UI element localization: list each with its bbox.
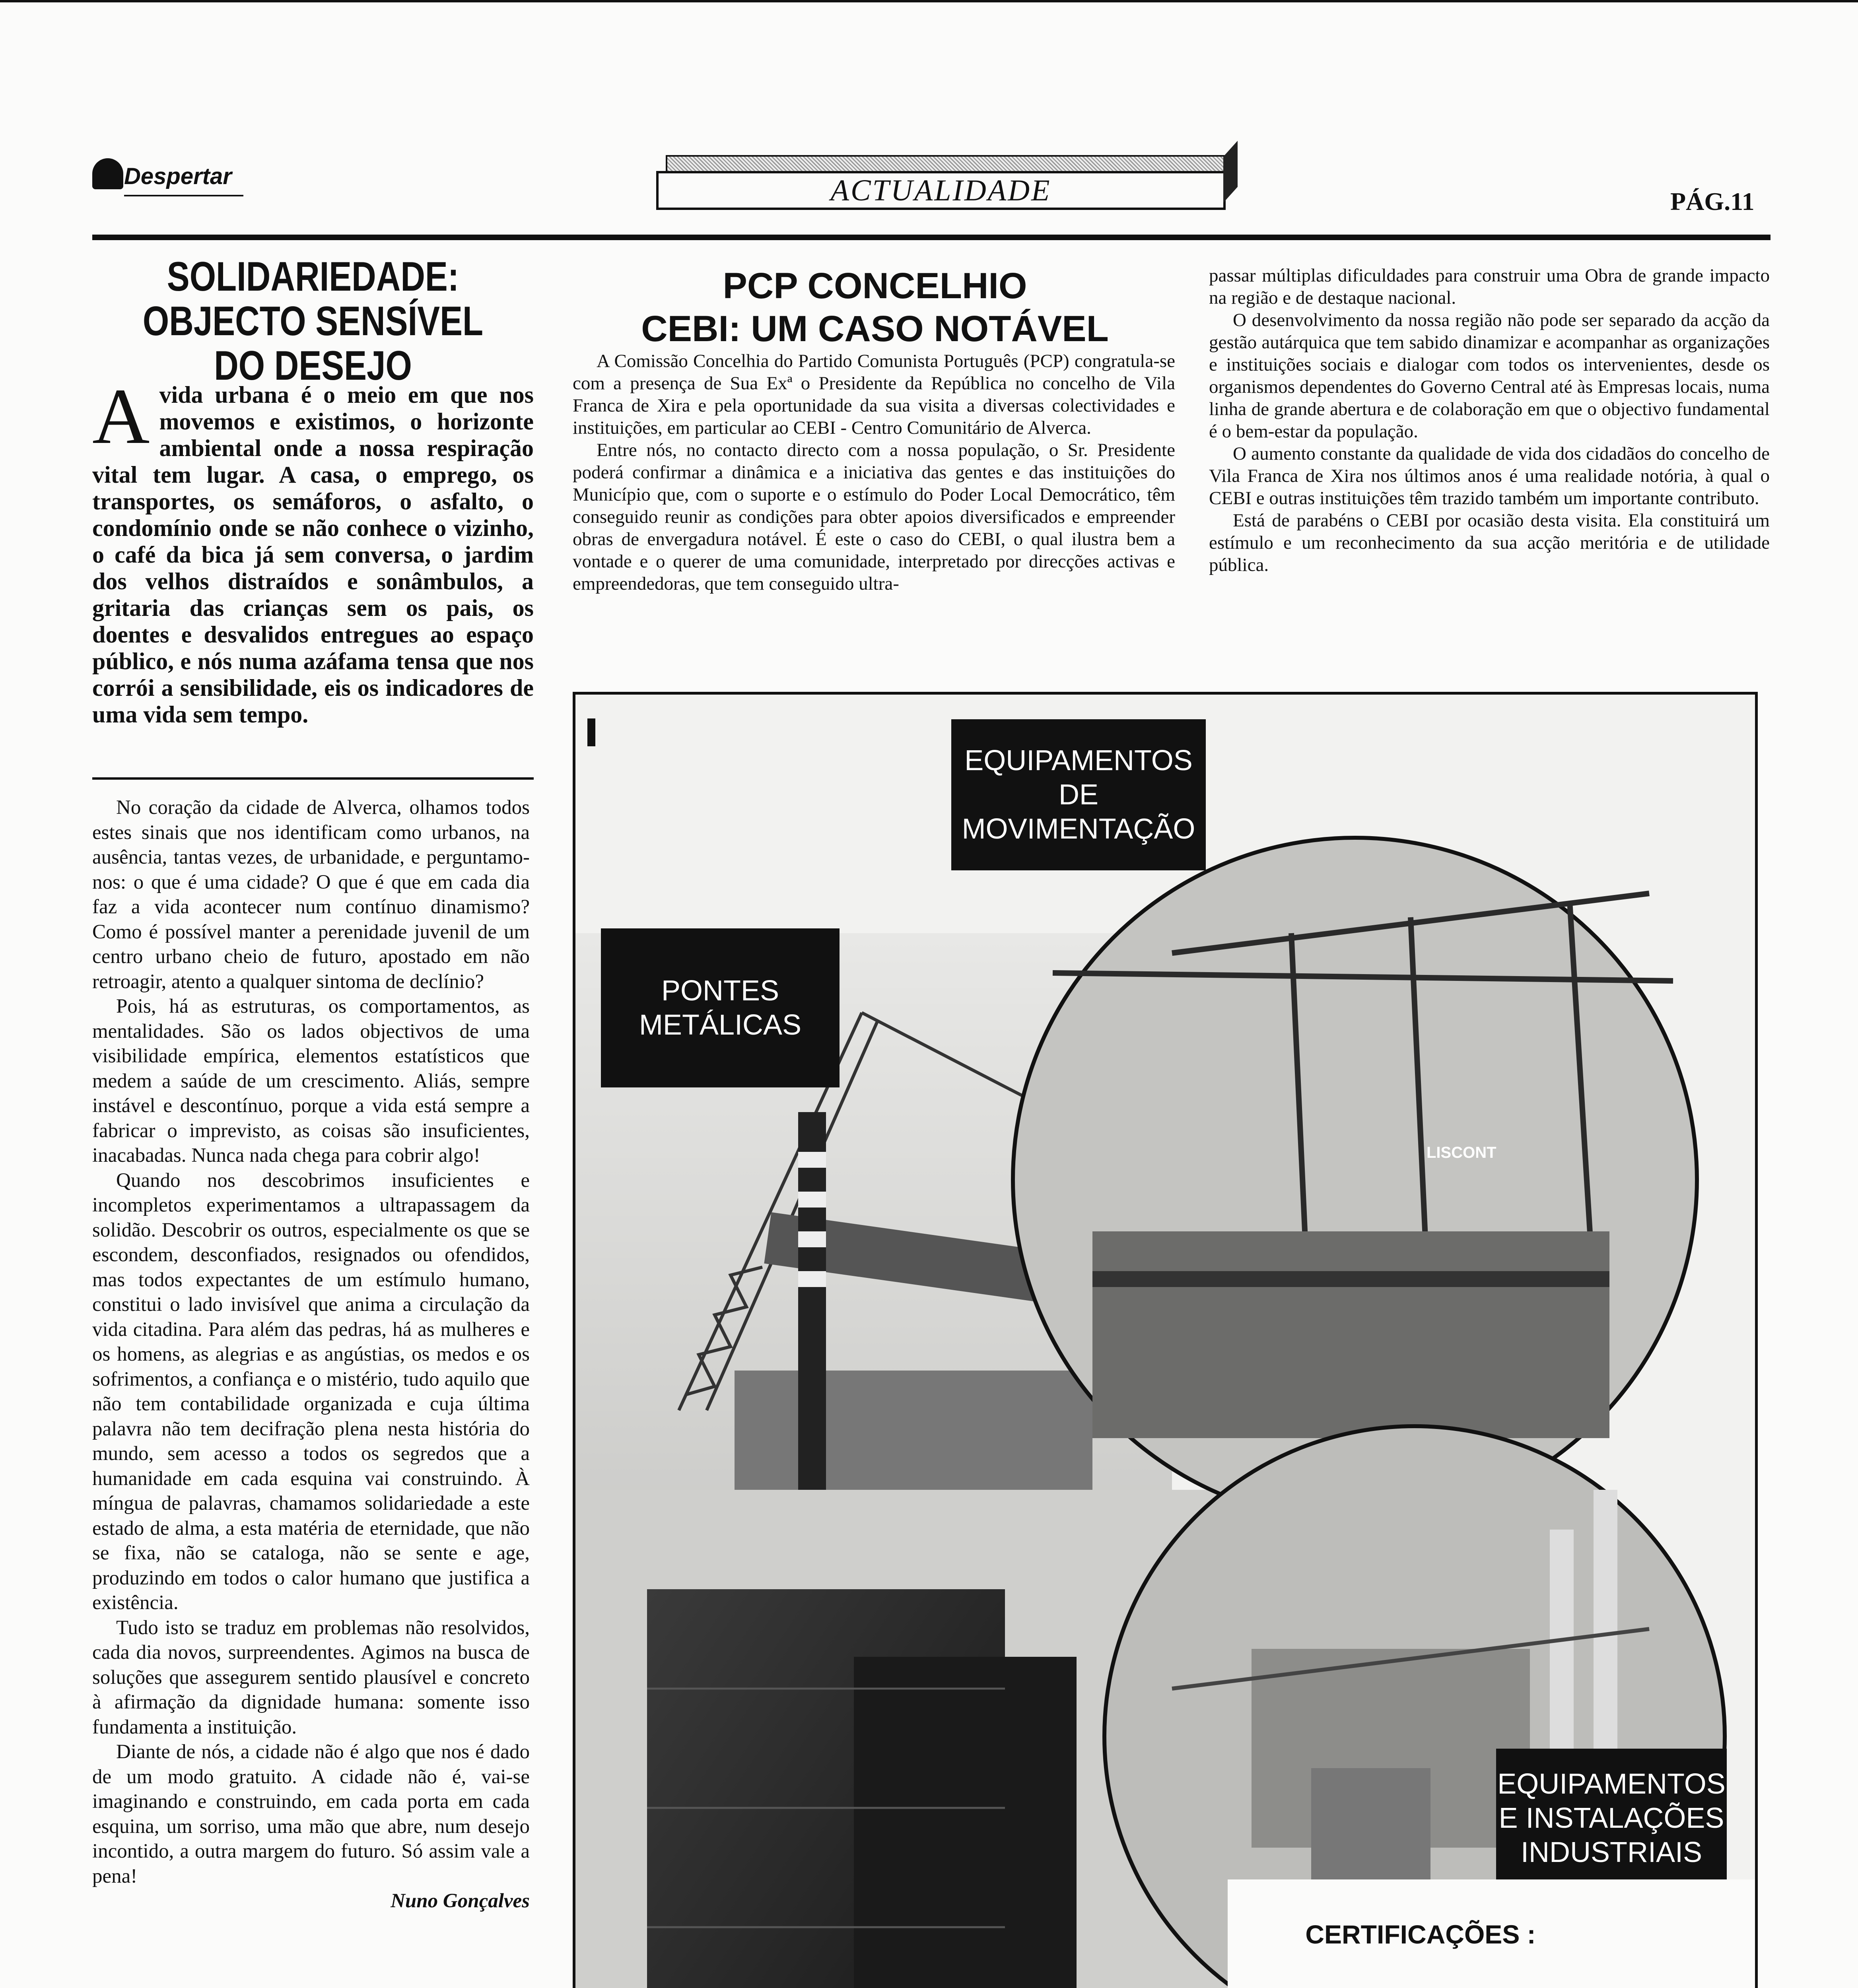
drop-cap: A <box>92 373 150 460</box>
intro-text: vida urbana é o meio em que nos movemos e existimos, o horizonte ambiental onde a nossa respiração vital tem lugar. A casa, o emprego, os transportes, os semáforos, o asfalto, o condomínio onde se não conhece o vizinho, o café da bica já sem conversa, o jardim dos velhos distraídos e sonâmbulos, a gritaria das crianças sem os pais, os doentes e desvalidos entregues ao espaço público, e nós numa azáfama tensa que nos corrói a sensibilidade, eis os indicadores de uma vida sem tempo. <box>92 382 534 728</box>
middle-paragraph: Entre nós, no contacto directo com a nossa população, o Sr. Presidente poderá confirmar a dinâmica e a iniciativa das gentes e das instituições do Município que, com o suporte e o estímulo do Poder Local Democrático, têm conseguido reunir as condições para obter apoios diversificados e empreender obras de envergadura notável. É este o caso do CEBI, o qual ilustra bem a vontade e o querer de uma comunidade, interpretado por direcções activas e empreendedoras, que tem conseguido ultra- <box>573 440 1175 594</box>
left-paragraph: Diante de nós, a cidade não é algo que nos é dado de um modo gratuito. A cidade não é, vai-se imaginando e construindo, em cada porta em cada esquina, um sorriso, uma mão que abre, num desejo incontido, a outra margem do futuro. Só assim vale a pena! <box>92 1741 530 1887</box>
logo-underline <box>124 195 243 196</box>
logo-mark-icon <box>92 158 123 189</box>
right-paragraph: O desenvolvimento da nossa região não pode ser separado da acção da gestão autárquica que tem sabido dinamizar e acompanhar as organizações e instituições sociais e dialogar com todos os intervenientes, desde os organismos dependentes do Governo Central até às Empresas locais, numa linha de grande abertura e de colaboração em que o objectivo fundamental é o bem-estar da população. <box>1209 310 1770 442</box>
left-paragraph: No coração da cidade de Alverca, olhamos todos estes sinais que nos identificam como urbanos, na ausência, tantas vezes, de urbanidade, e perguntamo-nos: o que é uma cidade? O que é que em cada dia faz a vida acontecer num contínuo dinamismo? Como é possível manter a perenidade juvenil de um centro urbano cheio de futuro, apostado em não retroagir, atento a qualquer sintoma de declínio? <box>92 796 530 993</box>
left-headline: SOLIDARIEDADE: OBJECTO SENSÍVEL DO DESEJO <box>142 254 484 389</box>
page-number: PÁG.11 <box>1670 187 1755 215</box>
right-paragraph: O aumento constante da qualidade de vida dos cidadãos do concelho de Vila Franca de Xira nos últimos anos é uma realidade notória, à qual o CEBI e outras instituições têm trazido também um importante contributo. <box>1209 443 1770 509</box>
ship-name: LISCONT <box>1427 1144 1497 1161</box>
section-banner-side <box>1223 141 1238 203</box>
left-article-body <box>92 795 530 1914</box>
power-plant-building-2 <box>854 1657 1077 1988</box>
mague-advertisement <box>573 692 1758 1988</box>
intro-rule <box>92 777 534 780</box>
label-industriais: EQUIPAMENTOS E INSTALAÇÕES INDUSTRIAIS <box>1496 1749 1727 1888</box>
middle-article-body <box>573 350 1175 595</box>
left-intro <box>92 373 534 728</box>
container-ship <box>1092 1231 1609 1438</box>
header-rule <box>92 235 1771 240</box>
section-title: ACTUALIDADE <box>656 171 1226 210</box>
label-pontes: PONTES METÁLICAS <box>601 928 840 1087</box>
left-paragraph: Quando nos descobrimos insuficientes e incompletos experimentamos a ultrapassagem da solidão. Descobrir os outros, especialmente os que se escondem, desconfiados, resignados ou ofendidos, mas todos expectantes de um estímulo humano, constitui o lado invisível que anima a circulação da vida citadina. Para além das pedras, há as mulheres e os homens, as alegrias e as angústias, os medos e os sofrimentos, a confiança e o mistério, tudo aquilo que não tem contabilidade organizada e cuja última palavra não tem decifração plena nesta história do mundo, sem acesso a todos os segredos que a humanidade em cada esquina vai construindo. À míngua de palavras, chamamos solidariedade a este estado de alma, a esta matéria de eternidade, que não se fixa, não se cataloga, não se sente e age, produzindo em todos o calor humano que justifica a existência. <box>92 1169 530 1614</box>
logo-text: Despertar <box>124 163 232 189</box>
author: Nuno Gonçalves <box>391 1890 530 1912</box>
masthead-logo <box>92 151 251 207</box>
left-paragraph: Tudo isto se traduz em problemas não resolvidos, cada dia novos, surpreendentes. Agimos na busca de soluções que assegurem sentido plausível e concreto à afirmação da dignidade humana: somente isso fundamenta a instituição. <box>92 1616 530 1738</box>
right-paragraph: Está de parabéns o CEBI por ocasião desta visita. Ela constituirá um estímulo e um reconhecimento da sua acção meritória e de utilidade pública. <box>1209 510 1770 575</box>
bridge-pier <box>735 1371 1092 1498</box>
label-movimentacao: EQUIPAMENTOS DE MOVIMENTAÇÃO <box>951 719 1206 870</box>
headline-line-1: PCP CONCELHIO <box>723 266 1027 306</box>
right-article-body <box>1209 264 1770 576</box>
cert-title: CERTIFICAÇÕES : <box>1305 1920 1536 1949</box>
ship-deck <box>1092 1271 1609 1287</box>
right-paragraph: passar múltiplas dificuldades para construir uma Obra de grande impacto na região e de destaque nacional. <box>1209 265 1770 308</box>
section-banner <box>656 155 1237 207</box>
ad-small-mark <box>587 718 595 746</box>
middle-headline <box>573 264 1177 350</box>
chimney <box>798 1112 826 1510</box>
headline-line-2: CEBI: UM CASO NOTÁVEL <box>641 309 1109 349</box>
middle-paragraph: A Comissão Concelhia do Partido Comunista Português (PCP) congratula-se com a presença de Sua Exª o Presidente da República no concelho de Vila Franca de Xira e pela oportunidade da sua visita a diversas colectividades e instituições, em particular ao CEBI - Centro Comunitário de Alverca. <box>573 351 1175 438</box>
left-paragraph: Pois, há as estruturas, os comportamentos, as mentalidades. São os lados objectivos de uma visibilidade empírica, elementos estatísticos que medem a saúde de um crescimento. Aliás, sempre instável e descontínuo, porque a vida está sempre a fabricar o imprevisto, as coisas são insuficientes, inacabadas. Nunca nada chega para cobrir algo! <box>92 995 530 1167</box>
top-border <box>0 0 1858 2</box>
